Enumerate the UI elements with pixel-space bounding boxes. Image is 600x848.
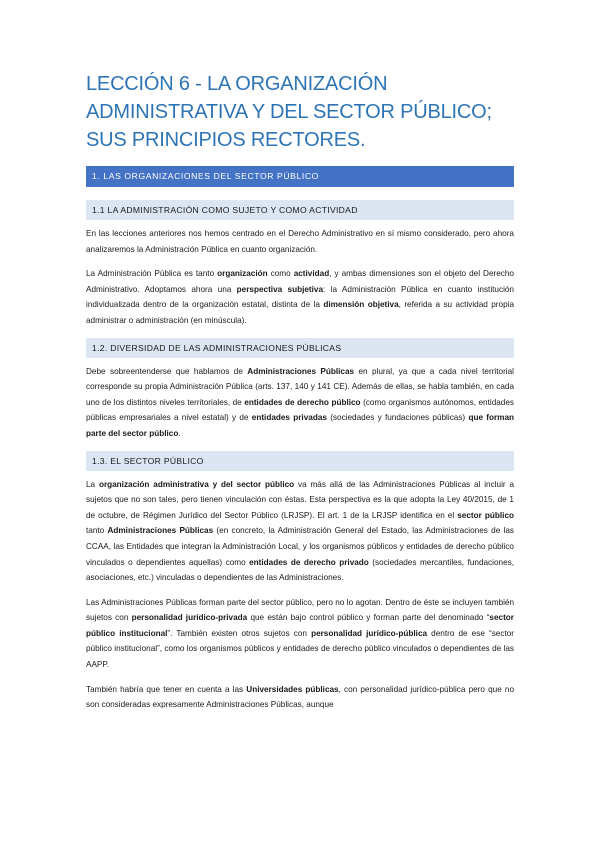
subsection-heading: 1.2. DIVERSIDAD DE LAS ADMINISTRACIONES PÚBLICAS	[86, 338, 514, 358]
paragraph: La organización administrativa y del sector público va más allá de las Administraciones Públicas al incluir a sujetos que no son tales, pero tienen vinculación con éstas. Esta perspectiva es la que adopta la Ley 40/2015, de 1 de octubre, de Régimen Jurídico del Sector Público (LRJSP). El art. 1 de la LRJSP identifica en el sector público tanto Administraciones Públicas (en concreto, la Administración General del Estado, las Administraciones de las CCAA, las Entidades que integran la Administración Local, y los organismos públicos y entidades de derecho público vinculados o dependientes aquellas) como entidades de derecho privado (sociedades mercantiles, fundaciones, asociaciones, etc.) vinculadas o dependientes de las Administraciones.	[86, 479, 515, 583]
subsection-heading: 1.1 LA ADMINISTRACIÓN COMO SUJETO Y COMO ACTIVIDAD	[86, 200, 514, 220]
paragraph: También habría que tener en cuenta a las Universidades públicas, con personalidad jurídico-pública pero que no son consideradas expresamente Administraciones Públicas, aunque	[86, 684, 515, 710]
page-title: LECCIÓN 6 - LA ORGANIZACIÓN ADMINISTRATIVA Y DEL SECTOR PÚBLICO; SUS PRINCIPIOS RECTORES.	[86, 73, 492, 151]
paragraph: Las Administraciones Públicas forman parte del sector público, pero no lo agotan. Dentro de éste se incluyen también sujetos con personalidad jurídico-privada que están bajo control público y forman parte del denominado “sector público institucional”. También existen otros sujetos con personalidad jurídico-pública dentro de ese “sector público institucional”, como los organismos públicos y entidades de derecho público vinculados o dependientes de las AAPP.	[86, 597, 514, 670]
paragraph: La Administración Pública es tanto organización como actividad, y ambas dimensiones son el objeto del Derecho Administrativo. Adoptamos ahora una perspectiva subjetiva: la Administración Pública en cuanto institución individualizada dentro de la organización estatal, distinta de la dimensión objetiva, referida a su actividad propia administrar o administración (en minúscula).	[86, 269, 515, 325]
section-heading: 1. LAS ORGANIZACIONES DEL SECTOR PÚBLICO	[86, 166, 514, 187]
paragraph: En las lecciones anteriores nos hemos centrado en el Derecho Administrativo en sí mismo considerado, pero ahora analizaremos la Administración Pública en cuanto organización.	[86, 229, 514, 254]
subsection-heading: 1.3. EL SECTOR PÚBLICO	[86, 451, 514, 471]
paragraph: Debe sobreentenderse que hablamos de Administraciones Públicas en plural, ya que a cada nivel territorial corresponde su propia Administración Pública (arts. 137, 140 y 141 CE). Además de ellas, se habla también, en cada uno de los distintos niveles territoriales, de entidades de derecho público (como organismos autónomos, entidades públicas empresariales a nivel estatal) y de entidades privadas (sociedades y fundaciones públicas) que forman parte del sector público.	[86, 366, 515, 438]
